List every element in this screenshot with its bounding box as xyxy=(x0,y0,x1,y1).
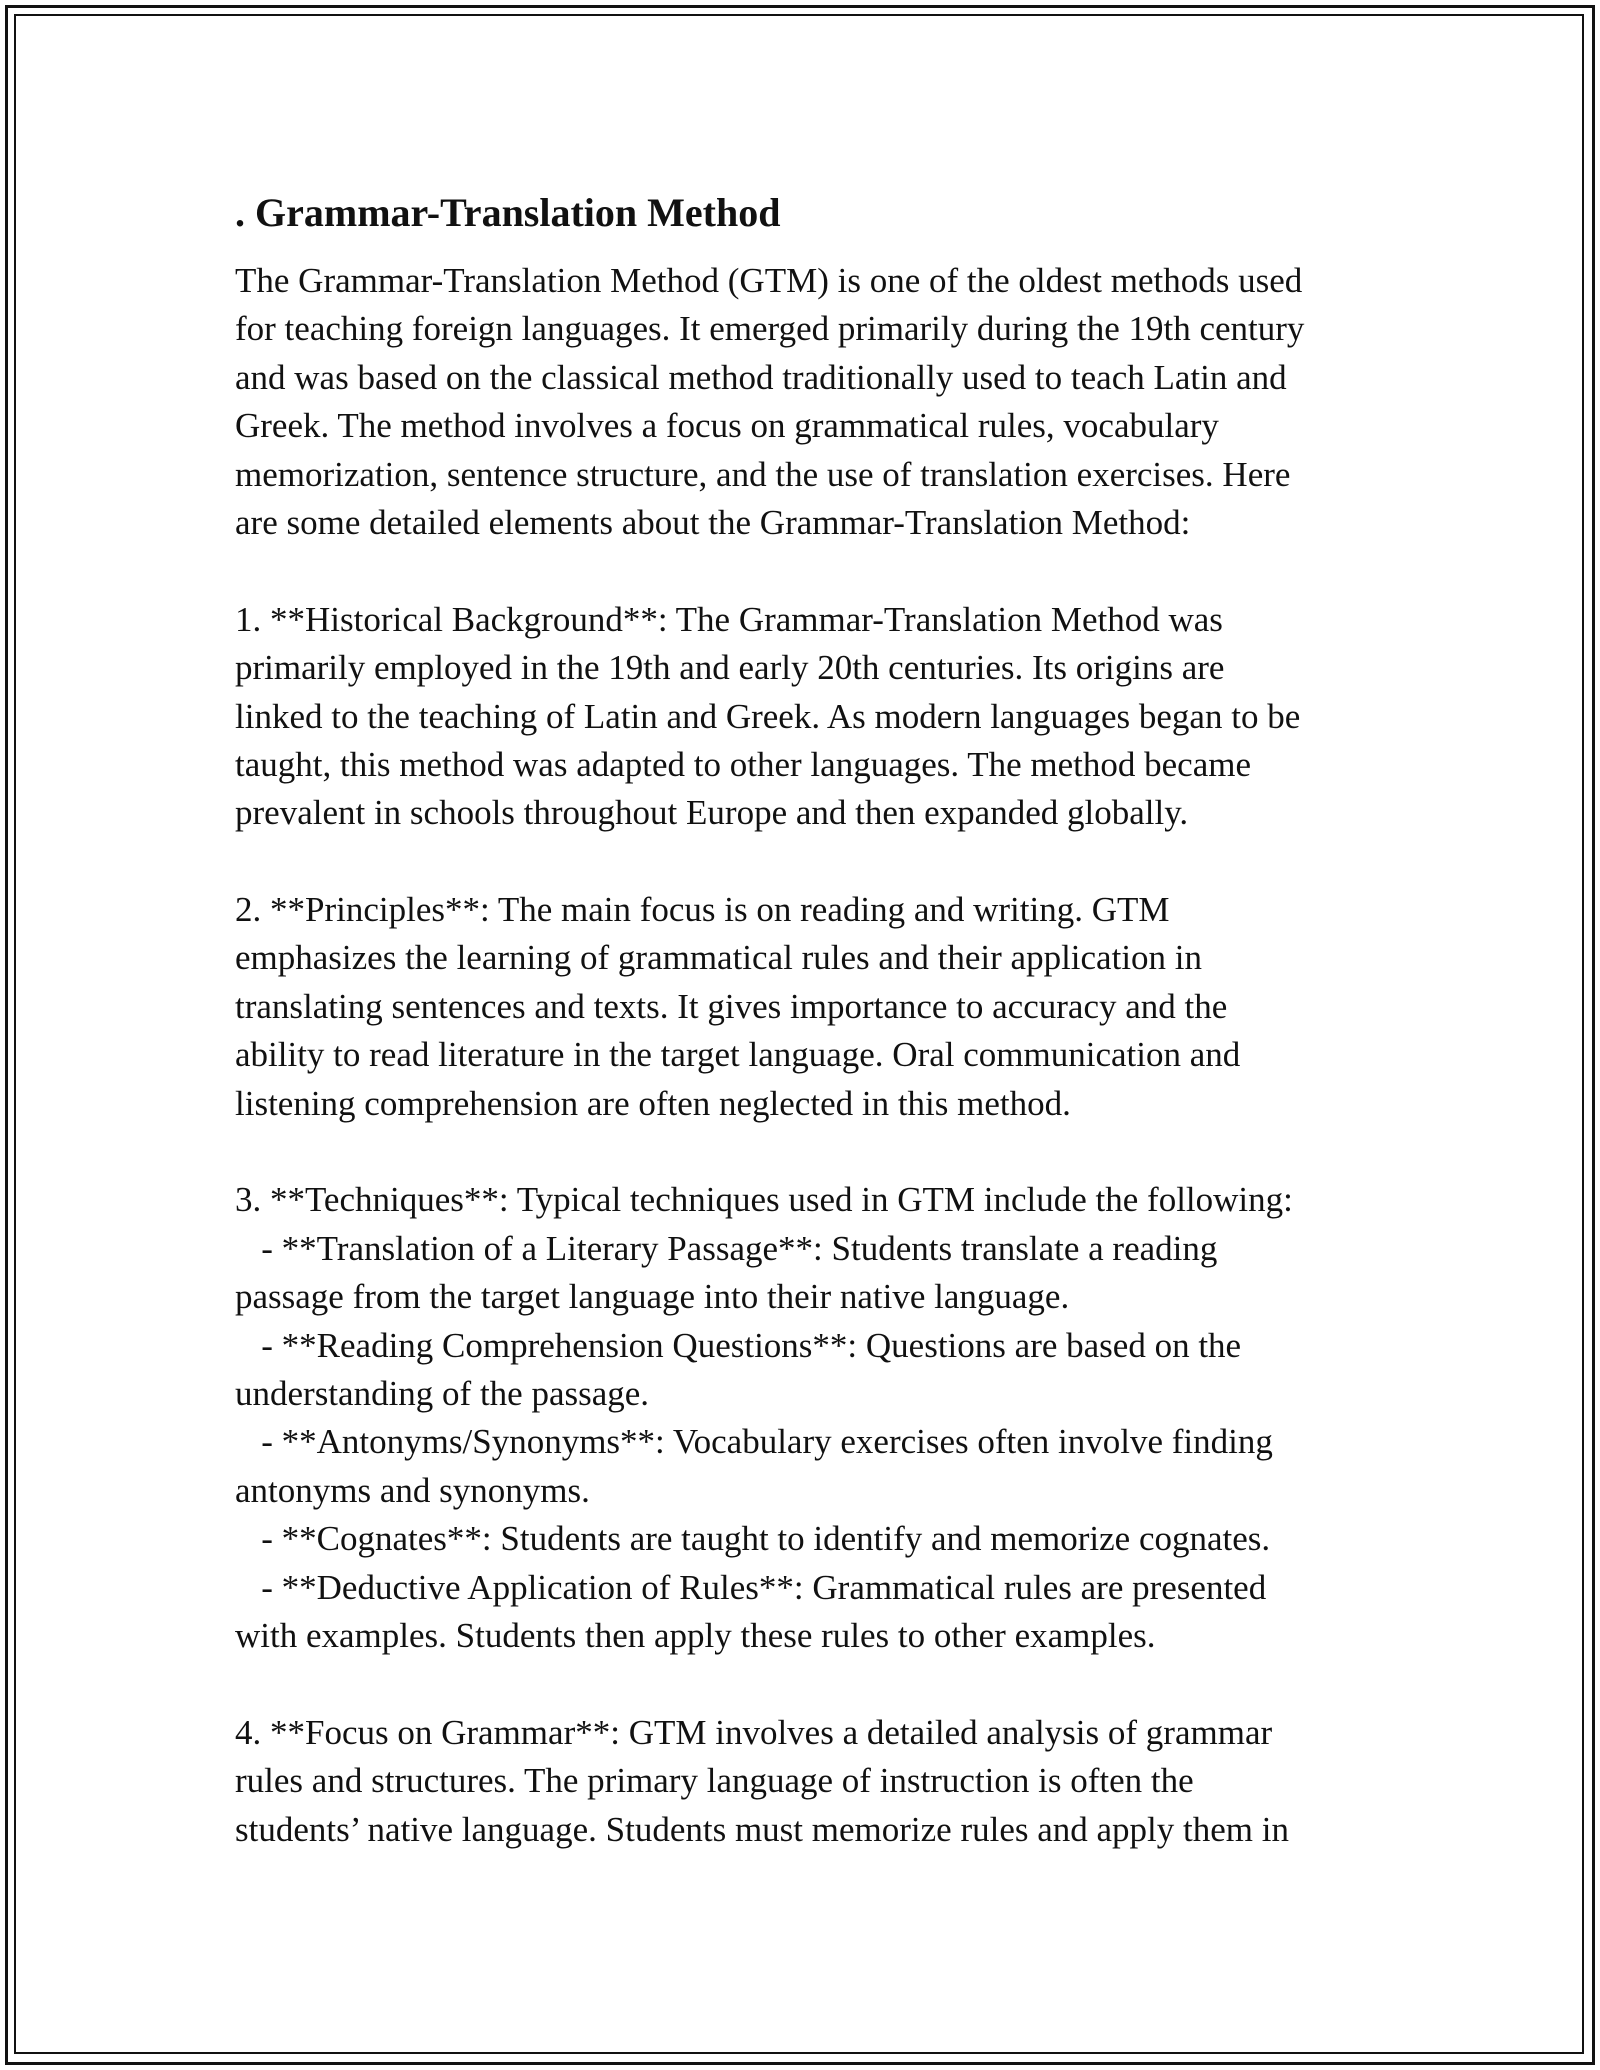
text-line: antonyms and synonyms. xyxy=(235,1470,590,1510)
text-line: ability to read literature in the target language. Oral communication and xyxy=(235,1035,1241,1075)
text-line: translating sentences and texts. It gives importance to accuracy and the xyxy=(235,986,1228,1026)
text-line: prevalent in schools throughout Europe and then expanded globally. xyxy=(235,793,1189,833)
text-line: with examples. Students then apply these rules to other examples. xyxy=(235,1615,1156,1655)
text-line: and was based on the classical method traditionally used to teach Latin and xyxy=(235,357,1287,397)
text-line: 2. **Principles**: The main focus is on reading and writing. GTM xyxy=(235,890,1170,930)
text-line: The Grammar-Translation Method (GTM) is one of the oldest methods used xyxy=(235,261,1303,300)
text-line: - **Antonyms/Synonyms**: Vocabulary exercises often involve finding xyxy=(235,1422,1273,1462)
text-line: emphasizes the learning of grammatical rules and their application in xyxy=(235,938,1203,978)
text-line: Greek. The method involves a focus on grammatical rules, vocabulary xyxy=(235,406,1219,446)
document-body xyxy=(235,185,1385,1854)
text-line: 3. **Techniques**: Typical techniques used in GTM include the following: xyxy=(235,1180,1293,1220)
text-line: - **Deductive Application of Rules**: Grammatical rules are presented xyxy=(235,1567,1267,1607)
text-line: passage from the target language into their native language. xyxy=(235,1277,1070,1317)
text-line: are some detailed elements about the Grammar-Translation Method: xyxy=(235,502,1191,542)
text-line: rules and structures. The primary language of instruction is often the xyxy=(235,1761,1194,1801)
text-line: 4. **Focus on Grammar**: GTM involves a detailed analysis of grammar xyxy=(235,1712,1273,1752)
blank-line xyxy=(235,1128,1385,1176)
text-line: listening comprehension are often neglected in this method. xyxy=(235,1083,1071,1123)
text-line: 1. **Historical Background**: The Grammar-Translation Method was xyxy=(235,599,1223,639)
text-line: primarily employed in the 19th and early 20th centuries. Its origins are xyxy=(235,648,1225,688)
text-line: students’ native language. Students must memorize rules and apply them in xyxy=(235,1809,1289,1849)
text-line: - **Translation of a Literary Passage**: Students translate a reading xyxy=(235,1228,1218,1268)
text-line: - **Cognates**: Students are taught to identify and memorize cognates. xyxy=(235,1519,1271,1559)
blank-line xyxy=(235,547,1385,595)
text-line: linked to the teaching of Latin and Greek. As modern languages began to be xyxy=(235,696,1301,736)
text-line: understanding of the passage. xyxy=(235,1373,650,1413)
text-line: for teaching foreign languages. It emerged primarily during the 19th century xyxy=(235,309,1305,349)
text-line: memorization, sentence structure, and the use of translation exercises. Here xyxy=(235,454,1291,494)
blank-line xyxy=(235,838,1385,886)
blank-line xyxy=(235,1660,1385,1708)
text-line: - **Reading Comprehension Questions**: Questions are based on the xyxy=(235,1325,1242,1365)
document-title: . Grammar-Translation Method xyxy=(235,190,781,235)
document-text xyxy=(235,257,1385,1854)
text-line: taught, this method was adapted to other languages. The method became xyxy=(235,744,1252,784)
